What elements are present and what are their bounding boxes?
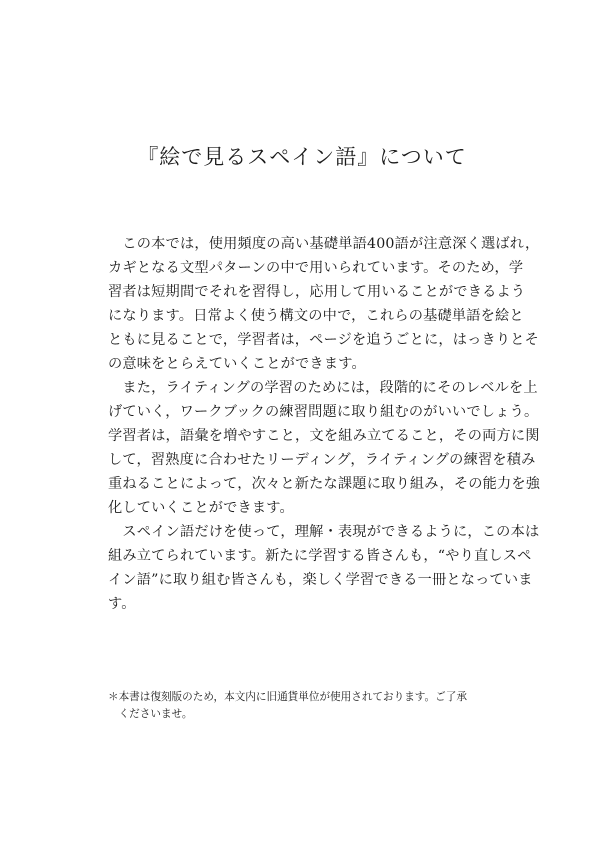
body-line: この本では，使用頻度の高い基礎単語400語が注意深く選ばれ， xyxy=(108,236,540,252)
body-line: 重ねることによって，次々と新たな課題に取り組み，その能力を強 xyxy=(108,476,541,492)
body-line: 学習者は，語彙を増やすこと，文を組み立てること，その両方に関 xyxy=(108,428,540,444)
body-line: 習者は短期間でそれを習得し，応用して用いることができるよう xyxy=(108,284,526,300)
body-line: の意味をとらえていくことができます。 xyxy=(108,356,366,372)
body-line: カギとなる文型パターンの中で用いられています。そのため，学 xyxy=(108,260,524,276)
footnote-line: ＊本書は復刻版のため，本文内に旧通貨単位が使用されております。ご了承 xyxy=(108,691,467,703)
body-line: ともに見ることで，学習者は，ページを追うごとに，はっきりとそ xyxy=(108,332,540,348)
body-line: また，ライティングの学習のためには，段階的にそのレベルを上 xyxy=(108,380,538,396)
body-line: げていく，ワークブックの練習問題に取り組むのがいいでしょう。 xyxy=(108,404,539,420)
body-line: になります。日常よく使う構文の中で，これらの基礎単語を絵と xyxy=(108,308,524,324)
body-line: す。 xyxy=(108,596,136,612)
body-line: スペイン語だけを使って，理解・表現ができるように，この本は xyxy=(108,524,540,540)
body-line: 化していくことができます。 xyxy=(108,500,294,516)
footnote xyxy=(108,689,528,723)
body-text xyxy=(108,232,541,616)
body-line: イン語”に取り組む皆さんも，楽しく学習できる一冊となっていま xyxy=(108,572,533,588)
page-title: 『絵で見るスペイン語』について xyxy=(137,145,467,169)
body-line: 組み立てられています。新たに学習する皆さんも，“やり直しスペ xyxy=(108,548,532,564)
footnote-line: くださいませ。 xyxy=(108,708,193,720)
body-line: して，習熟度に合わせたリーディング，ライティングの練習を積み xyxy=(108,452,536,468)
